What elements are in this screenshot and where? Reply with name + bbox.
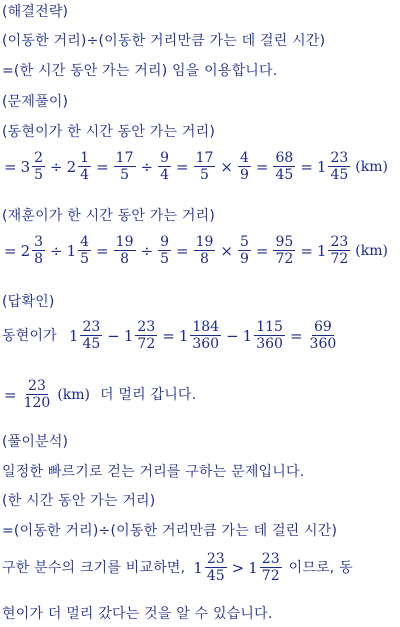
- denominator: 360: [309, 336, 337, 352]
- denominator: 72: [261, 568, 280, 584]
- equals-sign: =: [300, 157, 313, 176]
- analysis-line-3: =(이동한 거리)÷(이동한 거리만큼 가는 데 걸린 시간): [2, 523, 338, 539]
- donghyun-label: (동현이가 한 시간 동안 가는 거리): [2, 124, 215, 140]
- numerator: 3: [34, 234, 44, 250]
- fraction: [32, 234, 45, 267]
- compare-prefix: 구한 분수의 크기를 비교하면,: [2, 559, 186, 576]
- mixed-number: [67, 234, 92, 267]
- fraction: [80, 319, 102, 352]
- whole-part: 1: [123, 326, 134, 345]
- numerator: 17: [115, 150, 134, 166]
- equals-sign: =: [176, 157, 189, 176]
- mixed-number: [193, 551, 227, 584]
- denominator: 72: [137, 336, 156, 352]
- mixed-number: [21, 150, 46, 183]
- numerator: 1: [80, 150, 90, 166]
- jaehun-label: (재훈이가 한 시간 동안 가는 거리): [2, 208, 215, 224]
- fraction: [158, 234, 171, 267]
- heading-solution: (문제풀이): [2, 94, 69, 110]
- denominator: 72: [330, 251, 349, 267]
- mixed-number: [69, 319, 103, 352]
- heading-strategy: (해결전략): [2, 4, 69, 20]
- check-suffix: 더 멀리 갑니다.: [100, 386, 197, 403]
- check-equation: [2, 319, 339, 352]
- denominator: 360: [192, 336, 220, 352]
- whole-part: 1: [316, 241, 327, 260]
- denominator: 5: [120, 167, 130, 183]
- denominator: 72: [275, 251, 294, 267]
- numerator: 23: [330, 150, 349, 166]
- numerator: 9: [160, 150, 169, 166]
- mixed-number: [317, 234, 351, 267]
- numerator: 4: [239, 150, 249, 166]
- equals-sign: =: [162, 326, 175, 345]
- numerator: 23: [28, 378, 46, 394]
- divide-sign: ÷: [50, 157, 63, 176]
- denominator: 5: [160, 251, 169, 267]
- equals-sign: =: [4, 157, 17, 176]
- whole-part: 1: [242, 326, 253, 345]
- numerator: 95: [275, 234, 294, 250]
- fraction: [205, 551, 227, 584]
- denominator: 8: [200, 251, 209, 267]
- unit-km: (km): [355, 242, 388, 259]
- greater-than-sign: >: [231, 558, 245, 577]
- heading-check: (답확인): [2, 294, 55, 310]
- fraction: [194, 150, 216, 183]
- equals-sign: =: [289, 326, 303, 345]
- whole-part: 1: [248, 558, 258, 577]
- numerator: 69: [313, 319, 332, 335]
- fraction: [328, 150, 350, 183]
- divide-sign: ÷: [140, 241, 154, 260]
- mixed-number: [317, 150, 351, 183]
- fraction: [238, 234, 251, 267]
- divide-sign: ÷: [140, 157, 154, 176]
- unit-km: (km): [57, 386, 90, 403]
- fraction: [158, 150, 171, 183]
- equals-sign: =: [300, 241, 313, 260]
- equals-sign: =: [255, 157, 269, 176]
- fraction: [114, 234, 136, 267]
- fraction: [238, 150, 251, 183]
- fraction: [190, 319, 221, 352]
- equals-sign: =: [96, 241, 109, 260]
- denominator: 5: [80, 251, 90, 267]
- denominator: 9: [239, 167, 249, 183]
- mixed-number: [179, 319, 222, 352]
- minus-sign: −: [107, 326, 120, 345]
- fraction: [328, 234, 350, 267]
- fraction: [273, 234, 295, 267]
- multiply-sign: ×: [220, 241, 233, 260]
- whole-part: 2: [66, 157, 77, 176]
- numerator: 115: [256, 319, 283, 335]
- fraction: [22, 378, 53, 411]
- fraction: [114, 150, 136, 183]
- fraction: [135, 319, 157, 352]
- numerator: 23: [137, 319, 156, 335]
- whole-part: 1: [68, 326, 79, 345]
- denominator: 45: [330, 167, 349, 183]
- divide-sign: ÷: [50, 241, 63, 260]
- unit-km: (km): [355, 158, 388, 175]
- whole-part: 3: [20, 157, 31, 176]
- denominator: 5: [200, 167, 209, 183]
- numerator: 19: [195, 234, 214, 250]
- fraction: [194, 234, 216, 267]
- numerator: 23: [330, 234, 349, 250]
- numerator: 23: [261, 551, 280, 567]
- denominator: 5: [34, 167, 44, 183]
- numerator: 23: [206, 551, 225, 567]
- denominator: 8: [34, 251, 44, 267]
- jaehun-equation: [2, 234, 388, 267]
- denominator: 360: [256, 336, 283, 352]
- whole-part: 1: [193, 558, 203, 577]
- fraction: [254, 319, 285, 352]
- denominator: 45: [206, 568, 225, 584]
- equals-sign: =: [255, 241, 269, 260]
- numerator: 5: [239, 234, 249, 250]
- numerator: 2: [34, 150, 44, 166]
- denominator: 4: [80, 167, 90, 183]
- fraction: [78, 150, 91, 183]
- denominator: 120: [23, 395, 51, 411]
- numerator: 4: [80, 234, 90, 250]
- mixed-number: [243, 319, 286, 352]
- fraction: [308, 319, 339, 352]
- whole-part: 1: [178, 326, 189, 345]
- denominator: 4: [160, 167, 169, 183]
- equals-sign: =: [4, 241, 17, 260]
- numerator: 17: [195, 150, 214, 166]
- numerator: 68: [275, 150, 294, 166]
- analysis-line-2: (한 시간 동안 가는 거리): [2, 493, 156, 509]
- denominator: 8: [120, 251, 130, 267]
- equals-sign: =: [4, 385, 17, 404]
- mixed-number: [21, 234, 46, 267]
- denominator: 9: [239, 251, 249, 267]
- minus-sign: −: [226, 326, 239, 345]
- mixed-number: [67, 150, 92, 183]
- fraction: [78, 234, 91, 267]
- fraction: [273, 150, 295, 183]
- check-result: [2, 378, 196, 411]
- check-prefix: 동현이가: [2, 327, 57, 344]
- compare-suffix: 이므로, 동: [288, 559, 353, 576]
- multiply-sign: ×: [220, 157, 233, 176]
- numerator: 23: [82, 319, 101, 335]
- analysis-compare: [2, 551, 353, 584]
- analysis-line-1: 일정한 빠르기로 걷는 거리를 구하는 문제입니다.: [2, 464, 305, 480]
- mixed-number: [248, 551, 282, 584]
- numerator: 184: [192, 319, 220, 335]
- whole-part: 2: [20, 241, 31, 260]
- strategy-line-1: (이동한 거리)÷(이동한 거리만큼 가는 데 걸린 시간): [2, 33, 326, 49]
- whole-part: 1: [66, 241, 77, 260]
- donghyun-equation: [2, 150, 388, 183]
- numerator: 19: [115, 234, 134, 250]
- equals-sign: =: [176, 241, 189, 260]
- strategy-line-2: =(한 시간 동안 가는 거리) 임을 이용합니다.: [2, 63, 278, 79]
- numerator: 9: [160, 234, 169, 250]
- denominator: 45: [275, 167, 294, 183]
- equals-sign: =: [96, 157, 109, 176]
- denominator: 45: [82, 336, 101, 352]
- fraction: [32, 150, 45, 183]
- heading-analysis: (풀이분석): [2, 434, 69, 450]
- whole-part: 1: [316, 157, 327, 176]
- mixed-number: [124, 319, 158, 352]
- analysis-conclusion: 현이가 더 멀리 갔다는 것을 알 수 있습니다.: [2, 606, 273, 622]
- fraction: [260, 551, 282, 584]
